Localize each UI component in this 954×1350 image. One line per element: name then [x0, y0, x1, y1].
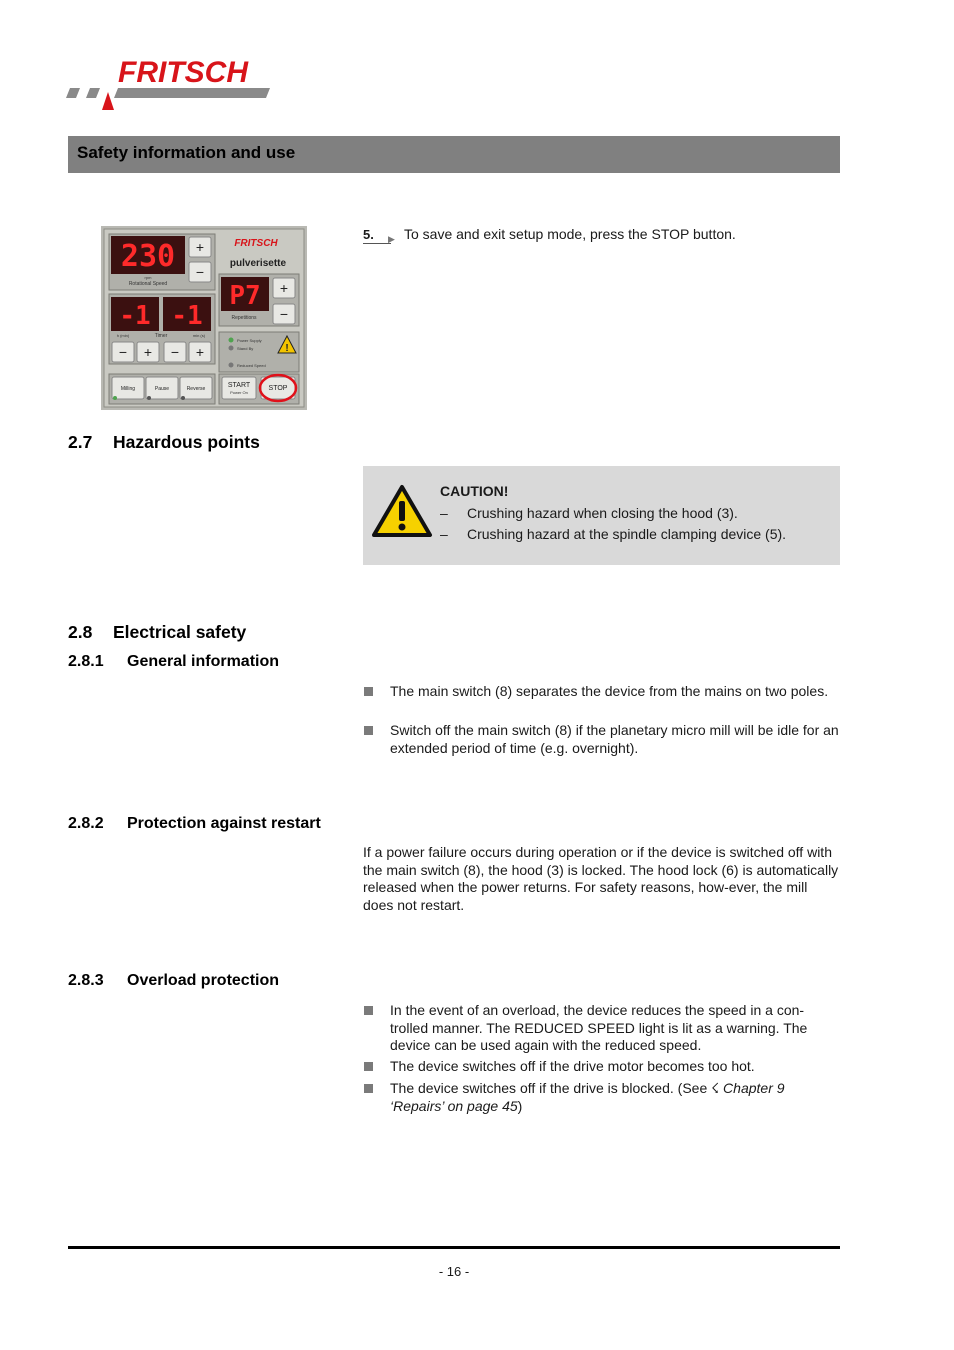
- section-title: Electrical safety: [113, 622, 247, 642]
- square-bullet-icon: [364, 1006, 373, 1015]
- section-2-8-1-heading: [68, 653, 279, 671]
- dash-marker: –: [440, 505, 448, 521]
- svg-text:FRITSCH: FRITSCH: [118, 56, 248, 89]
- svg-text:h (min): h (min): [116, 333, 130, 338]
- svg-text:Repetitions: Repetitions: [231, 315, 257, 321]
- svg-text:Power Supply: Power Supply: [237, 338, 262, 343]
- step-text: To save and exit setup mode, press the STOP button.: [404, 226, 736, 242]
- chapter-link[interactable]: Chapter 9 ‘Repairs’ on page 45: [390, 1080, 785, 1114]
- subsection-number: 2.8.3: [68, 972, 104, 989]
- step-arrow-icon: ▶: [388, 234, 395, 244]
- svg-text:230: 230: [120, 239, 176, 274]
- subsection-title: Protection against restart: [127, 815, 321, 832]
- svg-text:Milling: Milling: [120, 386, 136, 392]
- svg-text:Pause: Pause: [154, 386, 170, 392]
- svg-text:Timer: Timer: [154, 333, 168, 339]
- step-number: 5.: [363, 227, 374, 242]
- section-banner-title: Safety information and use: [77, 143, 296, 162]
- svg-text:+: +: [195, 344, 205, 360]
- svg-text:FRITSCH: FRITSCH: [234, 238, 278, 249]
- section-number: 2.7: [68, 432, 93, 452]
- svg-text:+: +: [279, 280, 289, 296]
- svg-text:pulverisette: pulverisette: [229, 258, 287, 269]
- svg-text:−: −: [170, 344, 180, 360]
- footer-rule: [68, 1246, 840, 1249]
- svg-text:−: −: [118, 344, 128, 360]
- list-item: In the event of an overload, the device reduces the speed in a con-trolled manner. The REDUCED SPEED light is lit as a warning. The device can be used again with the reduced speed.: [363, 1002, 840, 1055]
- section-banner: [68, 136, 840, 173]
- section-2-8-3-heading: [68, 972, 279, 990]
- subsection-title: Overload protection: [127, 972, 280, 989]
- fritsch-logo: [66, 52, 286, 112]
- square-bullet-icon: [364, 1084, 373, 1093]
- page-number: - 16 -: [438, 1264, 470, 1279]
- caution-item: – Crushing hazard when closing the hood (3).: [440, 505, 738, 521]
- svg-text:+: +: [143, 344, 153, 360]
- svg-text:−: −: [279, 306, 289, 322]
- svg-text:Stand By: Stand By: [237, 346, 254, 351]
- svg-text:!: !: [285, 343, 289, 354]
- svg-text:rpm: rpm: [144, 275, 152, 280]
- section-number: 2.8: [68, 622, 93, 642]
- svg-text:+: +: [195, 239, 205, 255]
- subsection-title: General information: [127, 653, 280, 670]
- caution-item: – Crushing hazard at the spindle clamping device (5).: [440, 526, 787, 542]
- subsection-number: 2.8.2: [68, 815, 104, 832]
- section-2-7-heading: [68, 432, 260, 453]
- section-title: Hazardous points: [113, 432, 260, 452]
- svg-text:Rotational Speed: Rotational Speed: [128, 281, 168, 287]
- svg-text:START: START: [227, 382, 251, 389]
- list-item: The device switches off if the drive is blocked. (See ☇ Chapter 9 ‘Repairs’ on page 45): [363, 1080, 840, 1115]
- svg-text:-1: -1: [119, 301, 151, 331]
- dash-marker: –: [440, 526, 448, 542]
- section-2-8-heading: [68, 622, 246, 643]
- section-2-8-2-heading: [68, 815, 321, 833]
- svg-text:STOP: STOP: [268, 385, 288, 392]
- warning-triangle-icon: [371, 484, 433, 538]
- svg-text:P7: P7: [229, 281, 261, 311]
- subsection-number: 2.8.1: [68, 653, 104, 670]
- svg-text:Reverse: Reverse: [186, 386, 206, 392]
- square-bullet-icon: [364, 726, 373, 735]
- step-underline: [363, 243, 391, 244]
- square-bullet-icon: [364, 1062, 373, 1071]
- list-item: Switch off the main switch (8) if the planetary micro mill will be idle for an extended period of time (e.g. overnight).: [363, 722, 840, 757]
- svg-text:Power On: Power On: [230, 390, 248, 395]
- list-item: The main switch (8) separates the device from the mains on two poles.: [363, 683, 840, 701]
- link-arrow-icon: ☇: [711, 1080, 720, 1096]
- svg-text:−: −: [195, 264, 205, 280]
- caution-title: CAUTION!: [440, 483, 509, 499]
- svg-text:Reduced Speed: Reduced Speed: [237, 363, 266, 368]
- list-item: The device switches off if the drive motor becomes too hot.: [363, 1058, 840, 1076]
- square-bullet-icon: [364, 687, 373, 696]
- svg-text:min (s): min (s): [192, 333, 206, 338]
- restart-paragraph: If a power failure occurs during operation or if the device is switched off with the main switch (8), the hood (3) is locked. The hood lock (6) is automatically released when the power returns. For safety reasons, how-ever, the mill does not restart.: [363, 844, 839, 913]
- caution-box: [363, 466, 840, 565]
- svg-text:-1: -1: [171, 301, 203, 331]
- control-panel-photo: [101, 226, 307, 410]
